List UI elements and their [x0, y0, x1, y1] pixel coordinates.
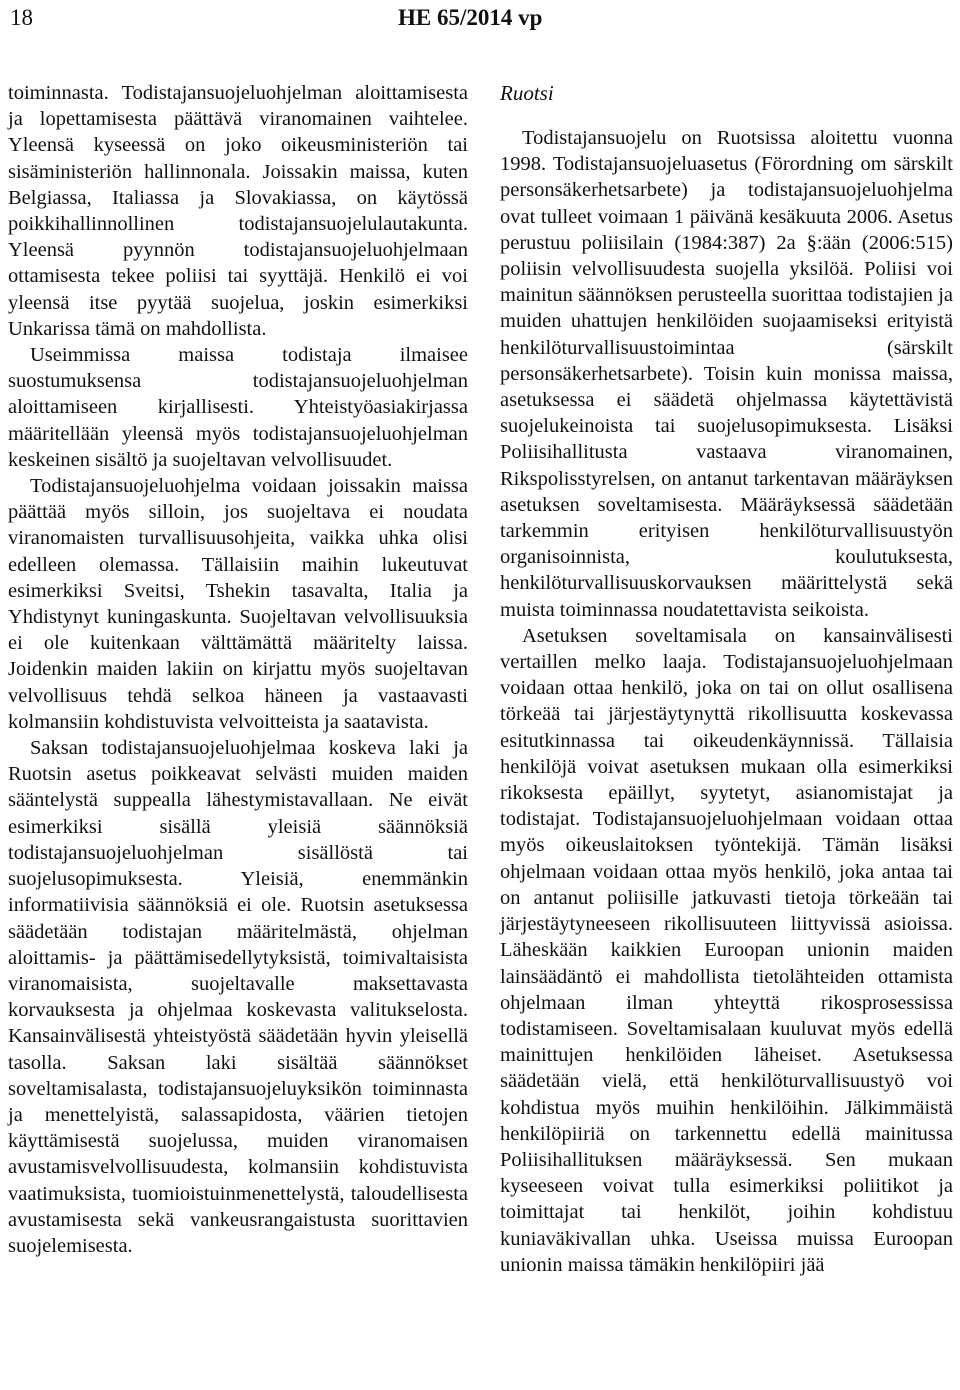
paragraph: Asetuksen soveltamisala on kansainvälisesti vertaillen melko laaja. Todistajansuojeluohjelmaan voidaan ottaa henkilö, joka on tai on ollut osallisena törkeää tai järjestäytynyttä rikollisuutta koskevassa esitutkinnassa tai oikeudenkäynnissä. Tällaisia henkilöjä voivat asetuksen mukaan olla esimerkiksi rikoksesta epäillyt, syytetyt, asianomistajat ja todistajat. Todistajansuojeluohjelmaan voidaan ottaa myös oikeuslaitoksen työntekijä. Tämän lisäksi ohjelmaan voidaan ottaa myös henkilö, joka antaa tai on antanut poliisille jatkuvasti tietoja törkeään tai järjestäytyneeseen rikollisuuteen liittyvissä asioissa. Läheskään kaikkien Euroopan unionin maiden lainsäädäntö ei mahdollista tietolähteiden ottamista ohjelmaan ilman yhteyttä rikosprosessissa todistamiseen. Soveltamisalaan kuuluvat myös edellä mainittujen henkilöiden läheiset. Asetuksessa säädetään vielä, että henkilöturvallisuustyö voi kohdistua myös muihin henkilöihin. Jälkimmäistä henkilöpiiriä on tarkennettu edellä mainitussa Poliisihallituksen määräyksessä. Sen mukaan kyseeseen voivat tulla esimerkiksi poliitikot ja toimittajat tai henkilöt, joihin kohdistuu kuniaväkivallan uhka. Useissa muissa Euroopan unionin maissa tämäkin henkilöpiiri jää: [500, 624, 953, 1276]
section-heading: Ruotsi: [500, 81, 554, 105]
paragraph: Todistajansuojeluohjelma voidaan joissakin maissa päättää myös silloin, jos suojeltava ei noudata viranomaisten turvallisuusohjeita, vaikka uhka olisi edelleen olemassa. Tällaisiin maihin lukeutuvat esimerkiksi Sveitsi, Tshekin tasavalta, Italia ja Yhdistynyt kuningaskunta. Suojeltavan velvollisuuksia ei ole kuitenkaan välttämättä määritelty laissa. Joidenkin maiden lakiin on kirjattu myös suojeltavan velvollisuus tehdä selkoa häneen ja vastaavasti kolmansiin kohdistuvista velvoitteista ja saatavista.: [8, 475, 468, 733]
page-number: 18: [10, 5, 33, 30]
left-column: [8, 80, 468, 1259]
paragraph: Saksan todistajansuojeluohjelmaa koskeva laki ja Ruotsin asetus poikkeavat selvästi muiden maiden sääntelystä suppealla lähestymistavallaan. Ne eivät esimerkiksi sisällä yleisiä säännöksiä todistajansuojeluohjelman sisällöstä tai suojelusopimuksesta. Yleisiä, enemmänkin informatiivisia säännöksiä ei ole. Ruotsin asetuksessa säädetään todistajan määritelmästä, ohjelman aloittamis- ja päättämisedellytyksistä, toimivaltaisista viranomaisista, suojeltavalle maksettavasta korvauksesta ja ohjelmaa koskevasta valitukselosta. Kansainvälisestä yhteistyöstä säädetään hyvin yleisellä tasolla. Saksan laki sisältää säännökset soveltamisalasta, todistajansuojeluyksikön toiminnasta ja menettelyistä, salassapidosta, väärien tietojen käyttämisestä suojelussa, muiden viranomaisen avustamisvelvollisuudesta, kolmansiin kohdistuvista vaatimuksista, tuomioistuinmenettelystä, taloudellisesta avustamisesta sekä vankeusrangaistusta suorittavien suojelemisesta.: [8, 737, 468, 1257]
page-header: [0, 0, 960, 44]
right-column: [500, 80, 953, 1278]
paragraph: toiminnasta. Todistajansuojeluohjelman aloittamisesta ja lopettamisesta päättävä viranomainen vaihtelee. Yleensä kyseessä on joko oikeusministeriön tai sisäministeriön hallinnonala. Joissakin maissa, kuten Belgiassa, Italiassa ja Slovakiassa, on käytössä poikkihallinnollinen todistajansuojelulautakunta. Yleensä pyynnön todistajansuojeluohjelmaan ottamisesta tekee poliisi tai syyttäjä. Henkilö ei voi yleensä itse pyytää suojelua, joskin esimerkiksi Unkarissa tämä on mahdollista.: [8, 82, 468, 340]
paragraph: Useimmissa maissa todistaja ilmaisee suostumuksensa todistajansuojeluohjelman aloittamiseen kirjallisesti. Yhteistyöasiakirjassa määritellään yleensä myös todistajansuojeluohjelman keskeinen sisältö ja suojeltavan velvollisuudet.: [8, 344, 468, 471]
paragraph: Todistajansuojelu on Ruotsissa aloitettu vuonna 1998. Todistajansuojeluasetus (Förordning om särskilt personsäkerhetsarbete) ja todistajansuojeluohjelma ovat tulleet voimaan 1 päivänä kesäkuuta 2006. Asetus perustuu poliisilain (1984:387) 2a §:ään (2006:515) poliisin velvollisuudesta suojella yksilöä. Poliisi voi mainitun säännöksen perusteella suorittaa todistajien ja muiden uhattujen henkilöiden suojaamiseksi erityistä henkilöturvallisuustoimintaa (särskilt personsäkerhetsarbete). Toisin kuin monissa maissa, asetuksessa ei säädetä ohjelmassa käytettävistä suojelukeinoista tai suojelusopimuksesta. Lisäksi Poliisihallitusta vastaava viranomainen, Rikspolisstyrelsen, on antanut tarkentavan määräyksen asetuksen soveltamisesta. Määräyksessä säädetään tarkemmin erityisen henkilöturvallisuustyön organisoinnista, koulutuksesta, henkilöturvallisuuskorvauksen määrittelystä sekä muista toiminnassa noudatettavista seikoista.: [500, 127, 953, 621]
document-id: HE 65/2014 vp: [398, 5, 543, 30]
